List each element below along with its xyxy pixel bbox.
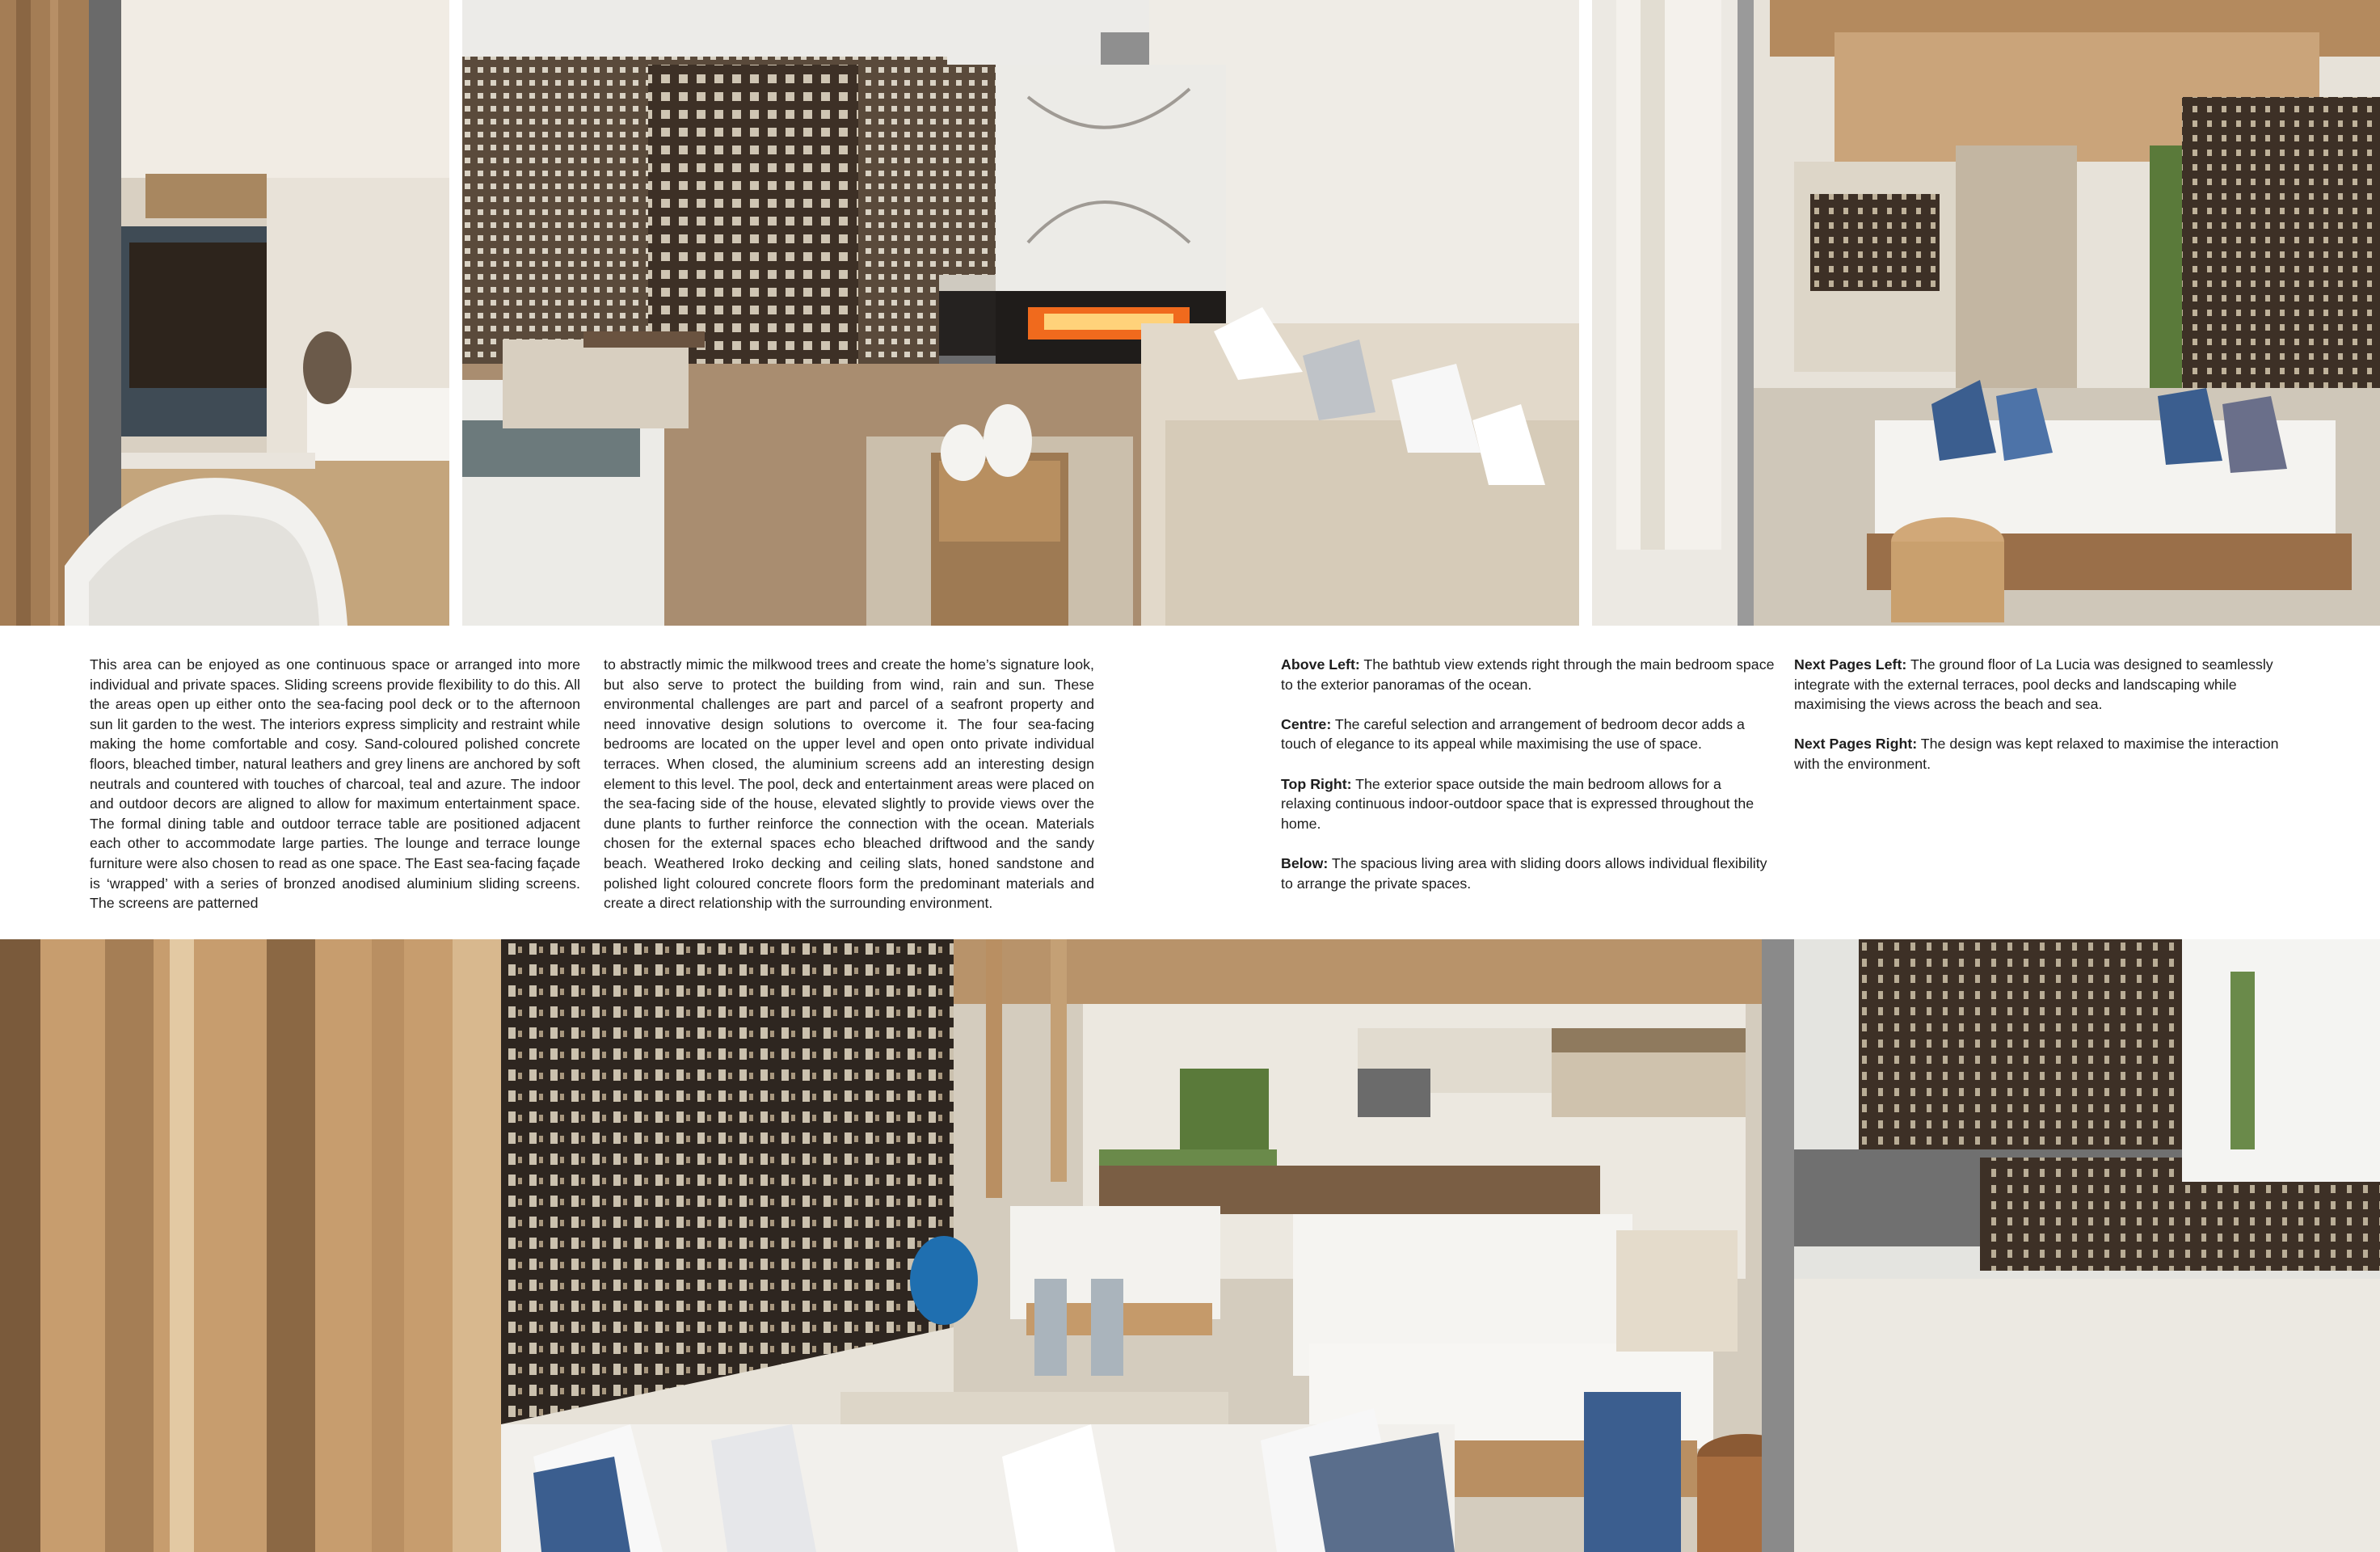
caption-column-right — [1794, 655, 2289, 794]
caption-centre — [1281, 715, 1776, 754]
bedroom-photo — [462, 0, 1579, 626]
caption-label: Next Pages Right: — [1794, 736, 1918, 753]
caption-text: The spacious living area with sliding doors allows individual flexibility to arrange the private spaces. — [1281, 854, 1767, 892]
caption-label: Below: — [1281, 854, 1329, 871]
caption-above-left — [1281, 655, 1776, 694]
caption-below — [1281, 854, 1776, 893]
bathroom-photo — [0, 0, 449, 626]
caption-label: Next Pages Left: — [1794, 656, 1907, 673]
living-area-photo — [0, 939, 2380, 1552]
caption-next-pages-right — [1794, 734, 2289, 774]
caption-top-right — [1281, 774, 1776, 834]
body-text-column-2: to abstractly mimic the milkwood trees and create the home’s signature look, but also serve to protect the building from wind, rain and sun. These environmental challenges are part and parcel of a seafront property and need innovative design solutions to overcome it. The four sea-facing bedrooms are located on the upper level and open onto private individual terraces. When closed, the aluminium screens add an interesting design element to this level. The pool, deck and entertainment areas were placed on the sea-facing side of the house, elevated slightly to provide views over the dune plants to further reinforce the connection with the ocean. Materials chosen for the external spaces echo bleached driftwood and the sandy beach. Weathered Iroko decking and ceiling slats, honed sandstone and polished light coloured concrete floors form the predominant materials and create a direct relationship with the surrounding environment. — [604, 656, 1094, 912]
caption-next-pages-left — [1794, 655, 2289, 715]
caption-label: Above Left: — [1281, 656, 1360, 673]
body-text-column-1: This area can be enjoyed as one continuous space or arranged into more individual and private spaces. Sliding screens provide flexibility to do this. All the areas open up either onto the sea-facing pool deck or to the afternoon sun lit garden to the west. The interiors express simplicity and restraint while making the home comfortable and cosy. Sand-coloured polished concrete floors, bleached timber, natural leathers and grey linens are anchored by soft neutrals and countered with touches of charcoal, teal and azure. The indoor and outdoor decors are aligned to allow for maximum entertainment space. The formal dining table and outdoor terrace table are positioned adjacent each other to accommodate large parties. The lounge and terrace lounge furniture were also chosen to read as one space. The East sea-facing façade is ‘wrapped’ with a series of bronzed anodised aluminium sliding screens. The screens are patterned — [90, 656, 580, 912]
terrace-photo — [1592, 0, 2380, 626]
caption-text: The design was kept relaxed to maximise the interaction with the environment. — [1794, 736, 2279, 772]
caption-text: The exterior space outside the main bedroom allows for a relaxing continuous indoor-outdoor space that is expressed throughout the home. — [1281, 775, 1754, 832]
caption-column-left — [1281, 655, 1776, 913]
caption-text: The ground floor of La Lucia was designed to seamlessly integrate with the external terraces, pool decks and landscaping while maximising the views across the beach and sea. — [1794, 656, 2273, 713]
caption-label: Centre: — [1281, 715, 1332, 732]
caption-text: The careful selection and arrangement of bedroom decor adds a touch of elegance to its appeal while maximising the use of space. — [1281, 715, 1745, 753]
caption-label: Top Right: — [1281, 775, 1352, 792]
caption-text: The bathtub view extends right through the main bedroom space to the exterior panoramas of the ocean. — [1281, 656, 1775, 693]
